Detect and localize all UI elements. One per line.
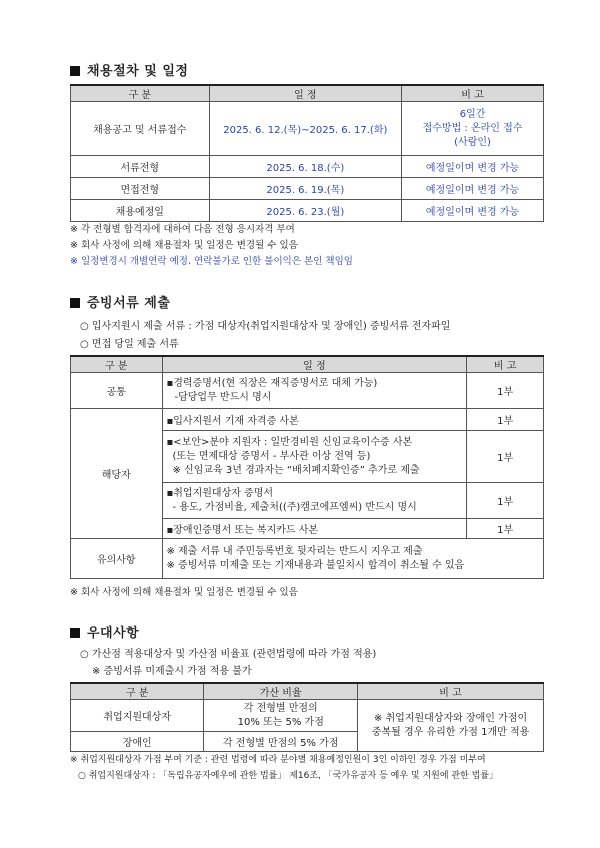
preference-intro-2: ※ 증빙서류 미제출시 가점 적용 불가	[92, 666, 252, 677]
heading-text: 채용절차 및 일정	[87, 64, 189, 79]
content-line: ▪경력증명서(현 직장은 재직증명서로 대체 가능)	[166, 377, 378, 389]
square-bullet-icon	[70, 66, 80, 76]
content-line: ※ 증빙서류 미제출 또는 기재내용과 불일치시 합격이 취소될 수 있음	[166, 559, 465, 571]
preference-note-1: ※ 취업지원대상자 가점 부여 기준 : 관련 법령에 따라 분야별 채용예정인원이 3인 이하인 경우 가점 미부여	[70, 755, 486, 765]
row-category: 유의사항	[71, 539, 163, 579]
content-line: -담당업무 반드시 명시	[174, 391, 272, 403]
row-content: ▪입사지원서 기재 자격증 사본	[162, 409, 467, 431]
documents-intro-1: ○ 입사지원시 제출 서류 : 가점 대상자(취업지원대상자 및 장애인) 증빙서류 전자파일	[80, 321, 451, 332]
section-heading-schedule	[70, 60, 188, 79]
row-remark	[358, 700, 544, 752]
row-remark: 1부	[467, 409, 544, 431]
row-category: 해당자	[71, 409, 163, 539]
row-content	[162, 539, 544, 579]
col-header-remark: 비 고	[467, 356, 544, 373]
row-remark: 1부	[467, 483, 544, 519]
row-category: 취업지원대상자	[71, 700, 204, 732]
content-line: ▪<보안>분야 지원자 : 일반경비원 신임교육이수증 사본	[166, 436, 413, 448]
row-date: 2025. 6. 19.(목)	[209, 178, 402, 200]
row-date: 2025. 6. 18.(수)	[209, 156, 402, 178]
col-header-remark: 비 고	[358, 683, 544, 700]
schedule-note-3: ※ 일정변경시 개별연락 예정. 연락불가로 인한 불이익은 본인 책임임	[70, 256, 353, 267]
row-remark: 예정일이며 변경 가능	[402, 178, 544, 200]
row-category: 공통	[71, 373, 163, 409]
schedule-table	[70, 84, 544, 222]
row-ratio: 각 전형별 만점의 5% 가점	[204, 732, 358, 752]
remark-line: ※ 취업지원대상자와 장애인 가점이	[373, 712, 528, 724]
row-content: ▪장애인증명서 또는 복지카드 사본	[162, 519, 467, 539]
row-category: 채용예정일	[71, 200, 210, 222]
table-row	[71, 409, 544, 431]
section-heading-documents	[70, 292, 170, 311]
row-content	[162, 431, 467, 483]
content-line: (또는 면제대상 증명서 - 부사관 이상 전역 등)	[172, 450, 371, 462]
preference-note-2: ○ 취업지원대상자 : 「독립유공자예우에 관한 법률」 제16조, 「국가유공자 등 예우 및 지원에 관한 법률」	[78, 771, 499, 781]
schedule-note-1: ※ 각 전형별 합격자에 대하여 다음 전형 응시자격 부여	[70, 224, 295, 235]
col-header-category: 구 분	[71, 356, 163, 373]
row-category: 면접전형	[71, 178, 210, 200]
row-remark	[402, 102, 544, 156]
ratio-line: 각 전형별 만점의	[243, 702, 318, 714]
square-bullet-icon	[70, 298, 80, 308]
documents-note: ※ 회사 사정에 의해 채용절차 및 일정은 변경될 수 있음	[70, 587, 298, 598]
documents-table	[70, 355, 544, 579]
content-line: ※ 제출 서류 내 주민등록번호 뒷자리는 반드시 지우고 제출	[166, 545, 423, 557]
col-header-category: 구 분	[71, 683, 204, 700]
remark-line: 접수방법 : 온라인 접수	[422, 122, 523, 134]
row-remark: 예정일이며 변경 가능	[402, 156, 544, 178]
row-category: 채용공고 및 서류접수	[71, 102, 210, 156]
remark-line: 6일간	[459, 108, 486, 120]
table-row	[71, 700, 544, 732]
schedule-note-2: ※ 회사 사정에 의해 채용절차 및 일정은 변경될 수 있음	[70, 240, 298, 251]
row-content	[162, 373, 467, 409]
col-header-schedule: 일 정	[162, 356, 467, 373]
content-line: ▪취업지원대상자 증명서	[166, 487, 274, 499]
table-row	[71, 539, 544, 579]
section-heading-preference	[70, 622, 139, 641]
square-bullet-icon	[70, 628, 80, 638]
preference-intro-1: ○ 가산점 적용대상자 및 가산점 비율표 (관련법령에 따라 가점 적용)	[80, 649, 377, 660]
row-remark: 1부	[467, 431, 544, 483]
preference-table	[70, 682, 544, 752]
row-remark: 예정일이며 변경 가능	[402, 200, 544, 222]
row-date: 2025. 6. 12.(목)~2025. 6. 17.(화)	[209, 102, 402, 156]
col-header-ratio: 가산 비율	[204, 683, 358, 700]
table-row	[71, 200, 544, 222]
table-row	[71, 156, 544, 178]
row-date: 2025. 6. 23.(월)	[209, 200, 402, 222]
remark-line: (사람인)	[454, 136, 491, 148]
ratio-line: 10% 또는 5% 가점	[237, 716, 324, 728]
heading-text: 증빙서류 제출	[87, 296, 171, 311]
row-ratio	[204, 700, 358, 732]
table-row	[71, 178, 544, 200]
content-line: ※ 신임교육 3년 경과자는 “배치폐지확인증” 추가로 제출	[172, 464, 420, 476]
row-category: 장애인	[71, 732, 204, 752]
remark-line: 중복될 경우 유리한 가점 1개만 적용	[371, 726, 530, 738]
col-header-remark: 비 고	[402, 85, 544, 102]
col-header-category: 구 분	[71, 85, 210, 102]
heading-text: 우대사항	[87, 626, 140, 641]
table-row	[71, 102, 544, 156]
table-row	[71, 373, 544, 409]
content-line: - 용도, 가점비율, 제출처((주)캠코에프엠씨) 반드시 명시	[172, 501, 417, 513]
row-remark: 1부	[467, 519, 544, 539]
row-category: 서류전형	[71, 156, 210, 178]
col-header-schedule: 일 정	[209, 85, 402, 102]
row-remark: 1부	[467, 373, 544, 409]
row-content	[162, 483, 467, 519]
documents-intro-2: ○ 면접 당일 제출 서류	[80, 339, 179, 350]
